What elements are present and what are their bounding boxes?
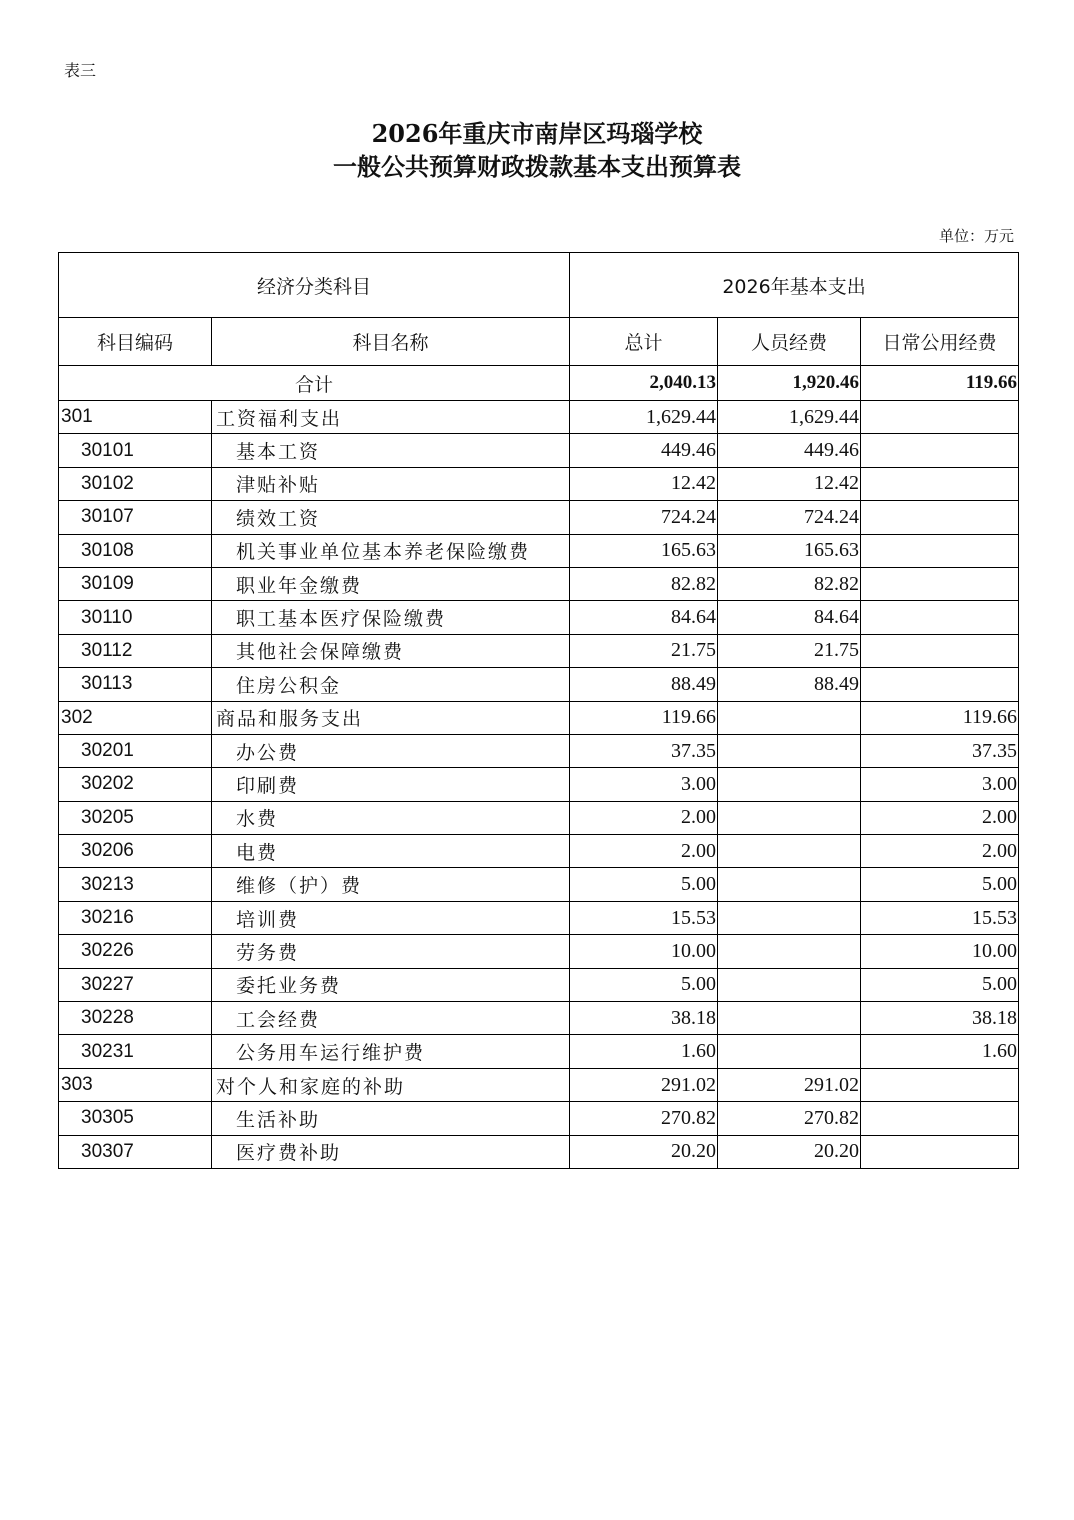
row-code: 30228 — [59, 1002, 212, 1035]
table-row — [59, 835, 1019, 868]
title-line-1: 2026年重庆市南岸区玛瑙学校 — [371, 119, 703, 148]
header-row-2 — [59, 318, 1019, 366]
table-row — [59, 1102, 1019, 1135]
table-row — [59, 634, 1019, 667]
row-public — [861, 601, 1019, 634]
row-total: 37.35 — [570, 734, 718, 767]
row-personnel — [718, 801, 861, 834]
row-code: 30216 — [59, 901, 212, 934]
header-public: 日常公用经费 — [861, 318, 1019, 366]
row-personnel — [718, 734, 861, 767]
row-name: 电费 — [212, 835, 570, 868]
row-code: 30205 — [59, 801, 212, 834]
table-row — [59, 434, 1019, 467]
row-public — [861, 434, 1019, 467]
row-name: 水费 — [212, 801, 570, 834]
row-name: 其他社会保障缴费 — [212, 634, 570, 667]
row-code: 30201 — [59, 734, 212, 767]
table-row — [59, 467, 1019, 500]
row-personnel — [718, 1002, 861, 1035]
row-total: 165.63 — [570, 534, 718, 567]
table-row — [59, 1002, 1019, 1035]
row-total: 21.75 — [570, 634, 718, 667]
row-name: 办公费 — [212, 734, 570, 767]
row-code: 30113 — [59, 668, 212, 701]
row-total: 5.00 — [570, 868, 718, 901]
table-row — [59, 668, 1019, 701]
row-total: 270.82 — [570, 1102, 718, 1135]
header-code: 科目编码 — [59, 318, 212, 366]
row-code: 302 — [59, 701, 212, 734]
row-public: 5.00 — [861, 868, 1019, 901]
table-row — [59, 734, 1019, 767]
row-name: 医疗费补助 — [212, 1135, 570, 1168]
row-code: 30307 — [59, 1135, 212, 1168]
row-code: 30112 — [59, 634, 212, 667]
table-row — [59, 401, 1019, 434]
row-code: 30101 — [59, 434, 212, 467]
row-public: 5.00 — [861, 968, 1019, 1001]
table-label: 表三 — [64, 61, 97, 80]
row-personnel — [718, 768, 861, 801]
row-public — [861, 1135, 1019, 1168]
table-row — [59, 901, 1019, 934]
row-total: 2.00 — [570, 801, 718, 834]
row-name: 劳务费 — [212, 935, 570, 968]
table-row — [59, 567, 1019, 600]
row-personnel — [718, 701, 861, 734]
header-row-1 — [59, 253, 1019, 318]
row-total: 2.00 — [570, 835, 718, 868]
row-name: 绩效工资 — [212, 501, 570, 534]
row-code: 30227 — [59, 968, 212, 1001]
table-row — [59, 935, 1019, 968]
row-code: 30107 — [59, 501, 212, 534]
row-code: 30108 — [59, 534, 212, 567]
row-code: 30213 — [59, 868, 212, 901]
row-name: 职工基本医疗保险缴费 — [212, 601, 570, 634]
total-personnel: 1,920.46 — [718, 366, 861, 401]
header-econ-category: 经济分类科目 — [59, 253, 570, 318]
total-sum: 2,040.13 — [570, 366, 718, 401]
table-row — [59, 1135, 1019, 1168]
row-name: 职业年金缴费 — [212, 567, 570, 600]
row-code: 30231 — [59, 1035, 212, 1068]
row-personnel: 12.42 — [718, 467, 861, 500]
row-personnel: 165.63 — [718, 534, 861, 567]
row-public: 37.35 — [861, 734, 1019, 767]
row-name: 工会经费 — [212, 1002, 570, 1035]
row-personnel: 724.24 — [718, 501, 861, 534]
row-personnel: 1,629.44 — [718, 401, 861, 434]
row-public — [861, 1102, 1019, 1135]
row-code: 30102 — [59, 467, 212, 500]
row-name: 委托业务费 — [212, 968, 570, 1001]
row-public: 1.60 — [861, 1035, 1019, 1068]
row-code: 30206 — [59, 835, 212, 868]
row-public: 10.00 — [861, 935, 1019, 968]
row-total: 291.02 — [570, 1068, 718, 1101]
row-personnel — [718, 868, 861, 901]
table-row — [59, 801, 1019, 834]
row-code: 30202 — [59, 768, 212, 801]
table-row — [59, 1035, 1019, 1068]
header-year-expense: 2026年基本支出 — [570, 253, 1019, 318]
table-row — [59, 701, 1019, 734]
row-personnel: 82.82 — [718, 567, 861, 600]
row-name: 津贴补贴 — [212, 467, 570, 500]
row-name: 培训费 — [212, 901, 570, 934]
row-total: 10.00 — [570, 935, 718, 968]
row-personnel: 84.64 — [718, 601, 861, 634]
header-name: 科目名称 — [212, 318, 570, 366]
row-total: 119.66 — [570, 701, 718, 734]
row-code: 30305 — [59, 1102, 212, 1135]
row-name: 维修（护）费 — [212, 868, 570, 901]
row-personnel: 291.02 — [718, 1068, 861, 1101]
row-code: 301 — [59, 401, 212, 434]
row-public: 3.00 — [861, 768, 1019, 801]
unit-label: 单位：万元 — [938, 227, 1014, 245]
total-public: 119.66 — [861, 366, 1019, 401]
row-personnel — [718, 1035, 861, 1068]
row-public — [861, 501, 1019, 534]
row-public: 2.00 — [861, 801, 1019, 834]
row-total: 12.42 — [570, 467, 718, 500]
row-public — [861, 567, 1019, 600]
row-total: 1,629.44 — [570, 401, 718, 434]
row-total: 20.20 — [570, 1135, 718, 1168]
row-personnel: 20.20 — [718, 1135, 861, 1168]
table-row — [59, 868, 1019, 901]
row-total: 88.49 — [570, 668, 718, 701]
table-row — [59, 1068, 1019, 1101]
row-total: 38.18 — [570, 1002, 718, 1035]
row-total: 1.60 — [570, 1035, 718, 1068]
row-name: 工资福利支出 — [212, 401, 570, 434]
row-total: 449.46 — [570, 434, 718, 467]
row-public: 38.18 — [861, 1002, 1019, 1035]
row-personnel: 270.82 — [718, 1102, 861, 1135]
table-row — [59, 501, 1019, 534]
row-public: 2.00 — [861, 835, 1019, 868]
row-public: 119.66 — [861, 701, 1019, 734]
table-row — [59, 968, 1019, 1001]
total-label: 合计 — [59, 366, 570, 401]
row-public — [861, 634, 1019, 667]
total-row — [59, 366, 1019, 401]
row-code: 30226 — [59, 935, 212, 968]
row-name: 基本工资 — [212, 434, 570, 467]
title-line-2: 一般公共预算财政拨款基本支出预算表 — [333, 152, 741, 181]
row-personnel — [718, 935, 861, 968]
row-name: 机关事业单位基本养老保险缴费 — [212, 534, 570, 567]
header-total: 总计 — [570, 318, 718, 366]
row-name: 公务用车运行维护费 — [212, 1035, 570, 1068]
row-total: 84.64 — [570, 601, 718, 634]
row-code: 303 — [59, 1068, 212, 1101]
row-personnel: 88.49 — [718, 668, 861, 701]
row-public — [861, 534, 1019, 567]
row-personnel — [718, 968, 861, 1001]
row-personnel: 21.75 — [718, 634, 861, 667]
budget-table — [58, 252, 1019, 1169]
row-name: 商品和服务支出 — [212, 701, 570, 734]
row-public: 15.53 — [861, 901, 1019, 934]
row-code: 30110 — [59, 601, 212, 634]
row-personnel — [718, 835, 861, 868]
row-personnel — [718, 901, 861, 934]
row-public — [861, 1068, 1019, 1101]
table-row — [59, 768, 1019, 801]
row-personnel: 449.46 — [718, 434, 861, 467]
row-total: 82.82 — [570, 567, 718, 600]
row-total: 3.00 — [570, 768, 718, 801]
row-code: 30109 — [59, 567, 212, 600]
row-total: 15.53 — [570, 901, 718, 934]
row-total: 724.24 — [570, 501, 718, 534]
row-name: 住房公积金 — [212, 668, 570, 701]
table-row — [59, 601, 1019, 634]
row-name: 生活补助 — [212, 1102, 570, 1135]
row-public — [861, 668, 1019, 701]
row-name: 对个人和家庭的补助 — [212, 1068, 570, 1101]
table-row — [59, 534, 1019, 567]
row-public — [861, 467, 1019, 500]
row-public — [861, 401, 1019, 434]
header-personnel: 人员经费 — [718, 318, 861, 366]
row-name: 印刷费 — [212, 768, 570, 801]
row-total: 5.00 — [570, 968, 718, 1001]
